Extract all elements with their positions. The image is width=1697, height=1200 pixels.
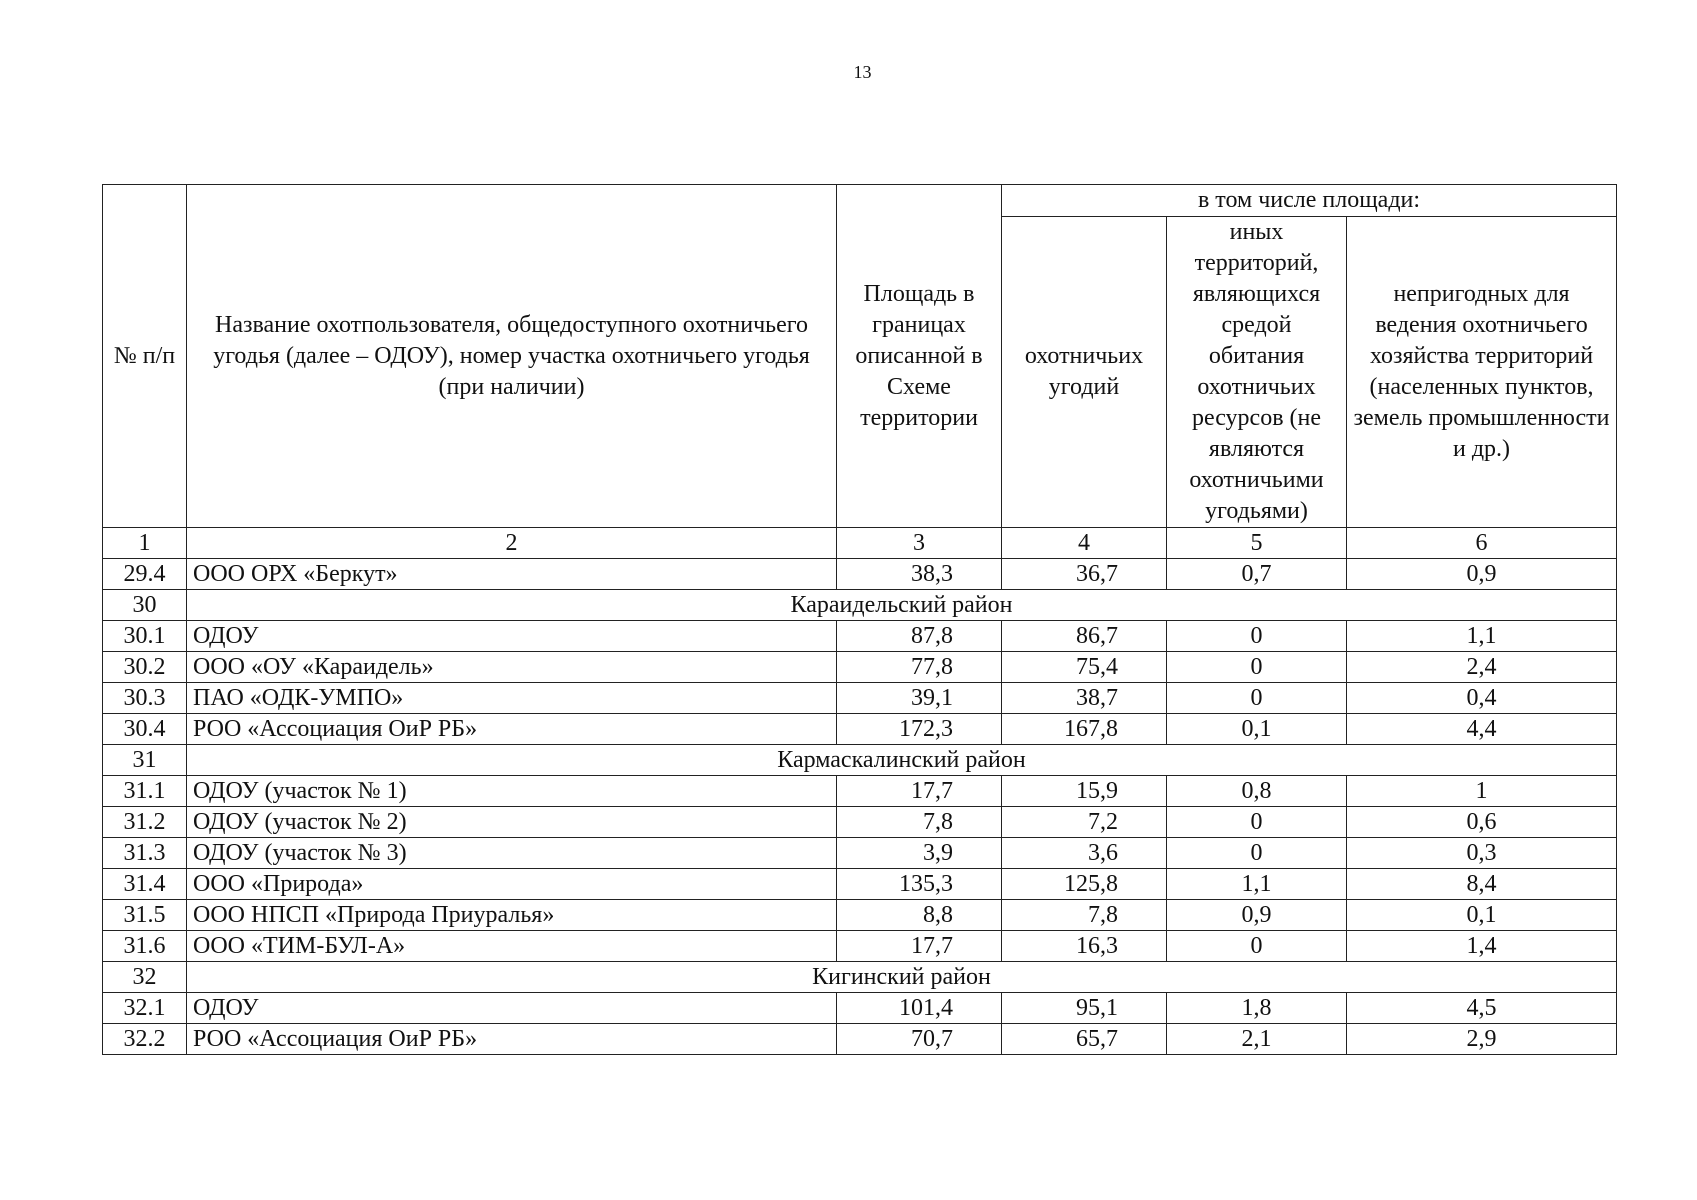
row-number-cell: 30.1 [103, 621, 187, 652]
table-row [103, 1024, 1617, 1055]
user-name-cell: ОДОУ [187, 993, 837, 1024]
hunting-area-cell: 65,7 [1002, 1024, 1167, 1055]
row-number-cell: 30.4 [103, 714, 187, 745]
header-col-name: Название охотпользователя, общедоступного охотничьего угодья (далее – ОДОУ), номер участка охотничьего угодья (при наличии) [187, 185, 837, 528]
table-row [103, 559, 1617, 590]
table-row [103, 776, 1617, 807]
table-row [103, 714, 1617, 745]
table-row [103, 931, 1617, 962]
user-name-cell: ООО НПСП «Природа Приуралья» [187, 900, 837, 931]
table-row [103, 621, 1617, 652]
user-name-cell: РОО «Ассоциация ОиР РБ» [187, 1024, 837, 1055]
other-area-cell: 0,7 [1167, 559, 1347, 590]
hunting-area-cell: 38,7 [1002, 683, 1167, 714]
table-row [103, 869, 1617, 900]
user-name-cell: ОДОУ (участок № 3) [187, 838, 837, 869]
user-name-cell: ПАО «ОДК-УМПО» [187, 683, 837, 714]
table-row [103, 807, 1617, 838]
area-cell: 7,8 [837, 807, 1002, 838]
header-group-label: в том числе площади: [1002, 185, 1617, 217]
area-cell: 17,7 [837, 776, 1002, 807]
table-row [103, 683, 1617, 714]
row-number-cell: 31 [103, 745, 187, 776]
column-number: 1 [103, 528, 187, 559]
column-number: 5 [1167, 528, 1347, 559]
header-col-unfit: непригодных для ведения охотничьего хозяйства территорий (населенных пунктов, земель промышленности и др.) [1347, 217, 1617, 528]
unfit-area-cell: 1 [1347, 776, 1617, 807]
unfit-area-cell: 0,3 [1347, 838, 1617, 869]
column-number: 6 [1347, 528, 1617, 559]
area-cell: 101,4 [837, 993, 1002, 1024]
row-number-cell: 31.6 [103, 931, 187, 962]
unfit-area-cell: 2,9 [1347, 1024, 1617, 1055]
page-number: 13 [853, 62, 872, 82]
table-row [103, 900, 1617, 931]
other-area-cell: 0 [1167, 621, 1347, 652]
header-col-num: № п/п [103, 185, 187, 528]
user-name-cell: РОО «Ассоциация ОиР РБ» [187, 714, 837, 745]
area-cell: 3,9 [837, 838, 1002, 869]
district-name-cell: Кармаскалинский район [187, 745, 1617, 776]
row-number-cell: 30 [103, 590, 187, 621]
hunting-area-cell: 7,8 [1002, 900, 1167, 931]
row-number-cell: 31.2 [103, 807, 187, 838]
user-name-cell: ООО ОРХ «Беркут» [187, 559, 837, 590]
row-number-cell: 32.2 [103, 1024, 187, 1055]
other-area-cell: 2,1 [1167, 1024, 1347, 1055]
row-number-cell: 31.5 [103, 900, 187, 931]
district-row [103, 962, 1617, 993]
user-name-cell: ОДОУ [187, 621, 837, 652]
area-cell: 39,1 [837, 683, 1002, 714]
unfit-area-cell: 1,1 [1347, 621, 1617, 652]
unfit-area-cell: 8,4 [1347, 869, 1617, 900]
hunting-area-cell: 75,4 [1002, 652, 1167, 683]
user-name-cell: ООО «Природа» [187, 869, 837, 900]
user-name-cell: ООО «ТИМ-БУЛ-А» [187, 931, 837, 962]
table-body [103, 559, 1617, 1055]
area-cell: 77,8 [837, 652, 1002, 683]
hunting-area-cell: 86,7 [1002, 621, 1167, 652]
column-number: 4 [1002, 528, 1167, 559]
unfit-area-cell: 2,4 [1347, 652, 1617, 683]
unfit-area-cell: 0,6 [1347, 807, 1617, 838]
hunting-area-cell: 3,6 [1002, 838, 1167, 869]
user-name-cell: ООО «ОУ «Караидель» [187, 652, 837, 683]
other-area-cell: 0 [1167, 683, 1347, 714]
table-row [103, 838, 1617, 869]
other-area-cell: 1,1 [1167, 869, 1347, 900]
unfit-area-cell: 0,4 [1347, 683, 1617, 714]
hunting-area-cell: 36,7 [1002, 559, 1167, 590]
row-number-cell: 31.1 [103, 776, 187, 807]
unfit-area-cell: 0,1 [1347, 900, 1617, 931]
area-cell: 70,7 [837, 1024, 1002, 1055]
user-name-cell: ОДОУ (участок № 2) [187, 807, 837, 838]
area-cell: 8,8 [837, 900, 1002, 931]
hunting-area-cell: 167,8 [1002, 714, 1167, 745]
other-area-cell: 0 [1167, 838, 1347, 869]
other-area-cell: 0,8 [1167, 776, 1347, 807]
hunting-area-cell: 95,1 [1002, 993, 1167, 1024]
unfit-area-cell: 4,5 [1347, 993, 1617, 1024]
hunting-area-cell: 125,8 [1002, 869, 1167, 900]
user-name-cell: ОДОУ (участок № 1) [187, 776, 837, 807]
hunting-area-cell: 15,9 [1002, 776, 1167, 807]
unfit-area-cell: 1,4 [1347, 931, 1617, 962]
column-number: 3 [837, 528, 1002, 559]
other-area-cell: 0 [1167, 652, 1347, 683]
unfit-area-cell: 0,9 [1347, 559, 1617, 590]
table-row [103, 652, 1617, 683]
area-cell: 87,8 [837, 621, 1002, 652]
other-area-cell: 1,8 [1167, 993, 1347, 1024]
hunting-areas-table [102, 184, 1617, 1055]
header-col-hunting: охотничьих угодий [1002, 217, 1167, 528]
district-row [103, 745, 1617, 776]
header-col-area: Площадь в границах описанной в Схеме территории [837, 185, 1002, 528]
header-col-other: иных территорий, являющихся средой обитания охотничьих ресурсов (не являются охотничьими угодьями) [1167, 217, 1347, 528]
row-number-cell: 30.2 [103, 652, 187, 683]
row-number-cell: 32.1 [103, 993, 187, 1024]
row-number-cell: 31.4 [103, 869, 187, 900]
other-area-cell: 0,1 [1167, 714, 1347, 745]
unfit-area-cell: 4,4 [1347, 714, 1617, 745]
area-cell: 38,3 [837, 559, 1002, 590]
row-number-cell: 31.3 [103, 838, 187, 869]
district-row [103, 590, 1617, 621]
district-name-cell: Караидельский район [187, 590, 1617, 621]
hunting-area-cell: 16,3 [1002, 931, 1167, 962]
area-cell: 172,3 [837, 714, 1002, 745]
row-number-cell: 32 [103, 962, 187, 993]
other-area-cell: 0,9 [1167, 900, 1347, 931]
district-name-cell: Кигинский район [187, 962, 1617, 993]
column-number: 2 [187, 528, 837, 559]
row-number-cell: 30.3 [103, 683, 187, 714]
area-cell: 17,7 [837, 931, 1002, 962]
row-number-cell: 29.4 [103, 559, 187, 590]
hunting-area-cell: 7,2 [1002, 807, 1167, 838]
area-cell: 135,3 [837, 869, 1002, 900]
table-row [103, 993, 1617, 1024]
other-area-cell: 0 [1167, 807, 1347, 838]
other-area-cell: 0 [1167, 931, 1347, 962]
